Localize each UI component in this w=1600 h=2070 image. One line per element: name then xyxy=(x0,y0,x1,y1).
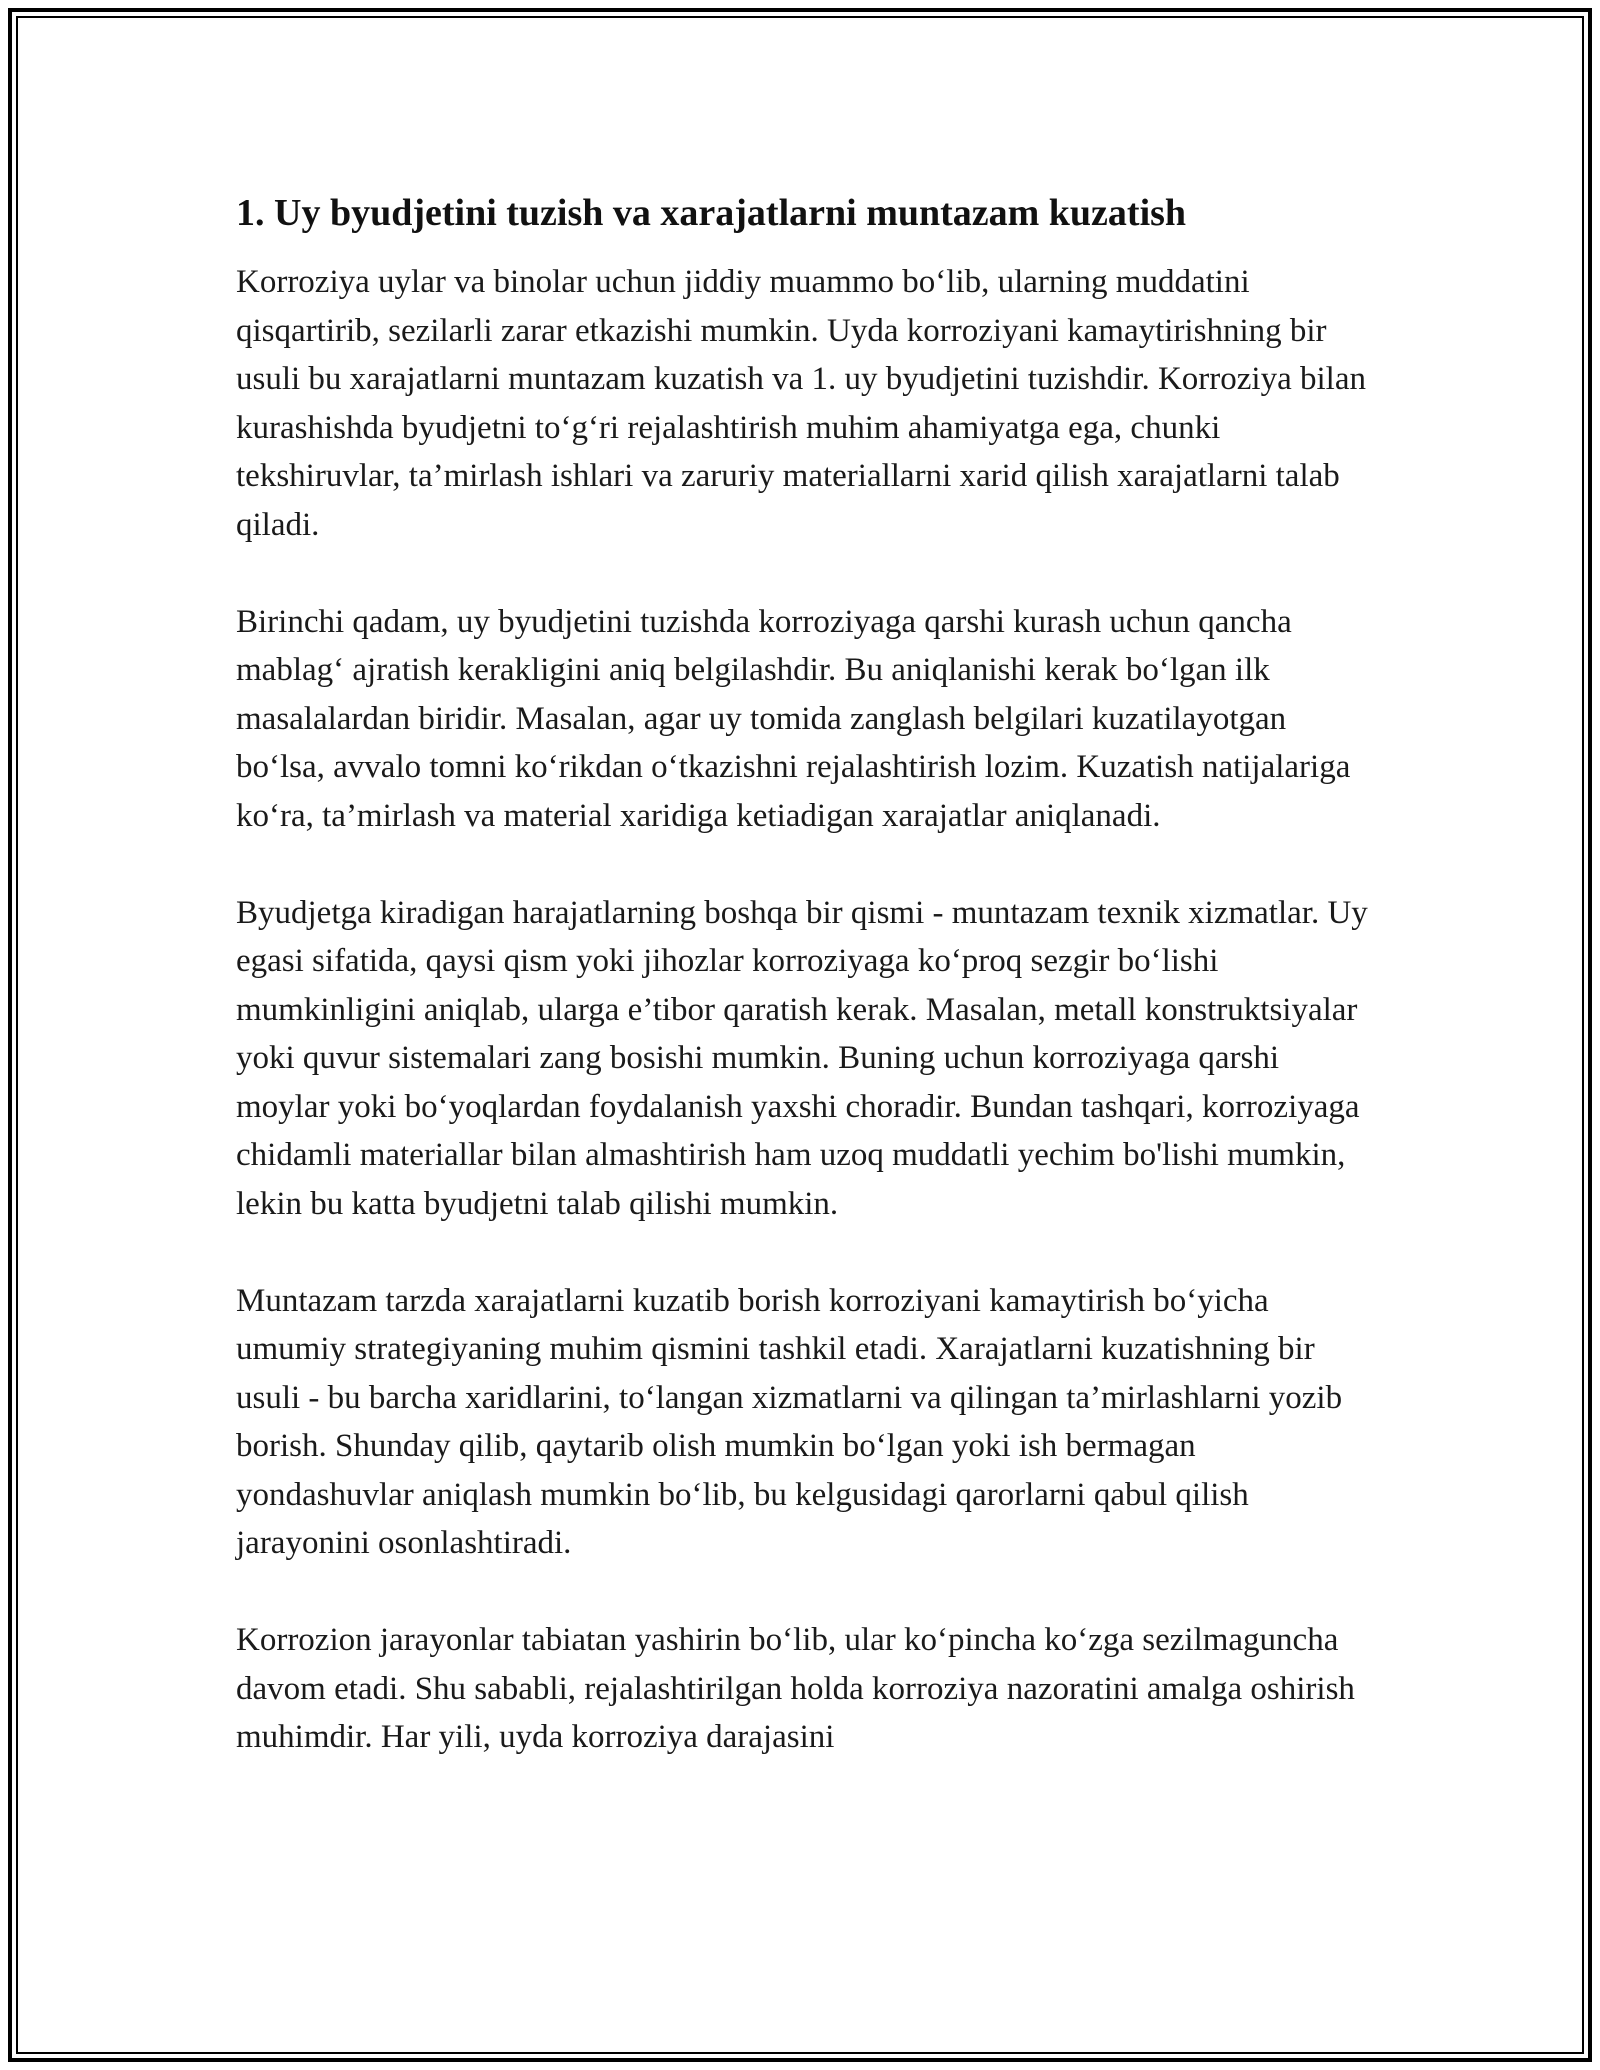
document-body xyxy=(236,188,1376,1810)
paragraph-2: Birinchi qadam, uy byudjetini tuzishda korroziyaga qarshi kurash uchun qancha mablag‘ ajratish kerakligini aniq belgilashdir. Bu aniqlanishi kerak bo‘lgan ilk masalalardan biridir. Masalan, agar uy tomida zanglash belgilari kuzatilayotgan bo‘lsa, avvalo tomni ko‘rikdan o‘tkazishni rejalashtirish lozim. Kuzatish natijalariga ko‘ra, ta’mirlash va material xaridiga ketiadigan xarajatlar aniqlanadi. xyxy=(236,603,1351,834)
paragraph-5: Korrozion jarayonlar tabiatan yashirin bo‘lib, ular ko‘pincha ko‘zga sezilmaguncha davom etadi. Shu sababli, rejalashtirilgan holda korroziya nazoratini amalga oshirish muhimdir. Har yili, uyda korroziya darajasini xyxy=(236,1622,1355,1755)
paragraph-1: Korroziya uylar va binolar uchun jiddiy muammo bo‘lib, ularning muddatini qisqartirib, sezilarli zarar etkazishi mumkin. Uyda korroziyani kamaytirishning bir usuli bu xarajatlarni muntazam kuzatish va 1. uy byudjetini tuzishdir. Korroziya bilan kurashishda byudjetni to‘g‘ri rejalashtirish muhim ahamiyatga ega, chunki tekshiruvlar, ta’mirlash ishlari va zaruriy materiallarni xarid qilish xarajatlarni talab qiladi. xyxy=(236,264,1366,543)
section-heading: 1. Uy byudjetini tuzish va xarajatlarni muntazam kuzatish xyxy=(236,192,1187,234)
paragraph-4: Muntazam tarzda xarajatlarni kuzatib borish korroziyani kamaytirish bo‘yicha umumiy strategiyaning muhim qismini tashkil etadi. Xarajatlarni kuzatishning bir usuli - bu barcha xaridlarini, to‘langan xizmatlarni va qilingan ta’mirlashlarni yozib borish. Shunday qilib, qaytarib olish mumkin bo‘lgan yoki ish bermagan yondashuvlar aniqlash mumkin bo‘lib, bu kelgusidagi qarorlarni qabul qilish jarayonini osonlashtiradi. xyxy=(236,1282,1343,1561)
paragraph-3: Byudjetga kiradigan harajatlarning boshqa bir qismi - muntazam texnik xizmatlar. Uy egasi sifatida, qaysi qism yoki jihozlar korroziyaga ko‘proq sezgir bo‘lishi mumkinligini aniqlab, ularga e’tibor qaratish kerak. Masalan, metall konstruktsiyalar yoki quvur sistemalari zang bosishi mumkin. Buning uchun korroziyaga qarshi moylar yoki bo‘yoqlardan foydalanish yaxshi choradir. Bundan tashqari, korroziyaga chidamli materiallar bilan almashtirish ham uzoq muddatli yechim bo'lishi mumkin, lekin bu katta byudjetni talab qilishi mumkin. xyxy=(236,894,1368,1222)
